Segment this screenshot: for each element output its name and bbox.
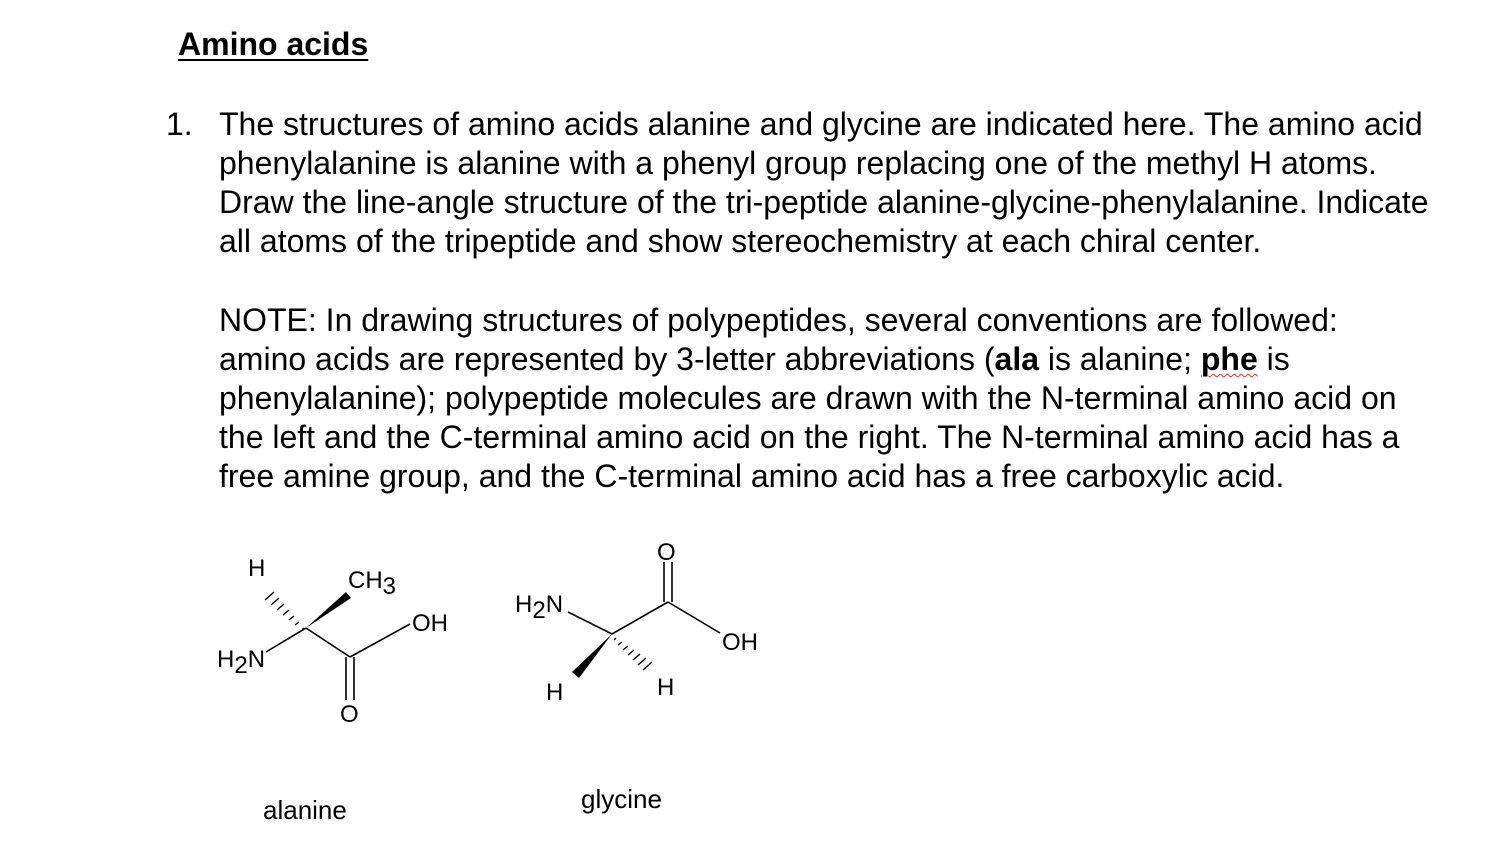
note-text: is alanine; bbox=[1039, 341, 1201, 377]
glycine-caption: glycine bbox=[581, 784, 662, 814]
note-line: free amine group, and the C-terminal amino acid has a free carboxylic acid. bbox=[219, 458, 1285, 494]
glycine-structure bbox=[515, 539, 758, 706]
note-text: amino acids are represented by 3-letter abbreviations ( bbox=[219, 341, 995, 377]
atom-label: H2N bbox=[217, 646, 266, 679]
bond bbox=[568, 612, 612, 634]
wedge-bond bbox=[572, 634, 612, 678]
atom-label: O bbox=[657, 539, 676, 566]
bond bbox=[612, 602, 668, 634]
atom-label: H bbox=[546, 679, 564, 706]
atom-label: O bbox=[340, 701, 359, 728]
abbrev-ala: ala bbox=[994, 341, 1039, 377]
question-line: The structures of amino acids alanine and glycine are indicated here. The amino acid bbox=[219, 106, 1423, 142]
hashed-bond bbox=[265, 592, 304, 630]
atom-label: OH bbox=[412, 610, 448, 637]
bond bbox=[266, 628, 306, 652]
abbrev-phe: phe bbox=[1200, 341, 1258, 377]
atom-label: CH3 bbox=[348, 567, 397, 600]
atom-label: H2N bbox=[515, 591, 564, 624]
alanine-caption: alanine bbox=[263, 795, 347, 825]
note-line: the left and the C-terminal amino acid on the right. The N-terminal amino acid has a bbox=[219, 419, 1400, 455]
bond bbox=[306, 628, 350, 657]
bond bbox=[668, 602, 720, 633]
page-heading: Amino acids bbox=[178, 26, 369, 62]
note-line: phenylalanine); polypeptide molecules are drawn with the N-terminal amino acid on bbox=[219, 380, 1397, 416]
note-text: is bbox=[1257, 341, 1290, 377]
atom-label: H bbox=[657, 674, 675, 701]
question-line: all atoms of the tripeptide and show stereochemistry at each chiral center. bbox=[219, 223, 1262, 259]
atom-label: H bbox=[248, 555, 266, 582]
hashed-bond bbox=[614, 638, 652, 670]
alanine-structure bbox=[217, 555, 448, 728]
bond bbox=[350, 624, 410, 657]
question-line: Draw the line-angle structure of the tri-peptide alanine-glycine-phenylalanine. Indicate bbox=[219, 184, 1429, 220]
question-line: phenylalanine is alanine with a phenyl group replacing one of the methyl H atoms. bbox=[219, 145, 1378, 181]
atom-label: OH bbox=[722, 629, 758, 656]
question-number: 1. bbox=[166, 106, 193, 142]
wedge-bond bbox=[306, 592, 351, 628]
note-line: NOTE: In drawing structures of polypeptides, several conventions are followed: bbox=[219, 302, 1338, 338]
